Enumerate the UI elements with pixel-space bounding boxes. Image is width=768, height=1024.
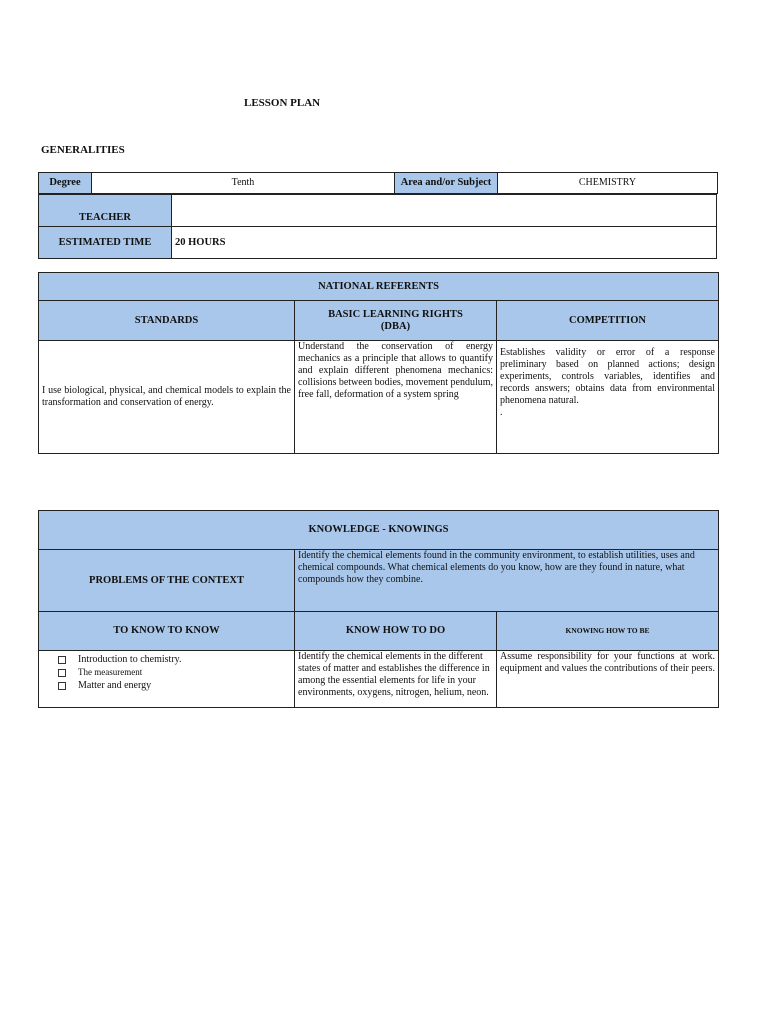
degree-label: Degree (39, 173, 92, 194)
teacher-table (38, 194, 717, 259)
teacher-value (172, 195, 717, 227)
page-title: LESSON PLAN (244, 97, 321, 109)
area-value: CHEMISTRY (498, 173, 718, 194)
competition-text: Establishes validity or error of a response preliminary based on planned actions; design experiments, controls variables, identifies and records answers; obtains data from environmental phenomena natural. (500, 347, 715, 406)
know-how-to-do-cell: Identify the chemical elements in the different states of matter and establishes the difference in among the essential elements for life in your environments, oxygens, nitrogen, helium, neon. (295, 651, 497, 708)
know-list (42, 653, 291, 692)
section-title-generalities: GENERALITIES (41, 144, 125, 156)
national-referents-header: NATIONAL REFERENTS (39, 273, 719, 301)
area-label: Area and/or Subject (395, 173, 498, 194)
standards-cell: I use biological, physical, and chemical models to explain the transformation and conservation of energy. (39, 341, 295, 454)
checkbox-bullet-icon (58, 656, 66, 664)
competition-header: COMPETITION (497, 301, 719, 341)
teacher-label: TEACHER (39, 195, 172, 227)
list-item: The measurement (58, 666, 291, 679)
dba-header-line1: BASIC LEARNING RIGHTS (328, 308, 463, 320)
problems-text: Identify the chemical elements found in the community environment, to establish utilities, uses and chemical compounds. What chemical elements do you know, how are they found in nature, what compounds how they combine. (295, 550, 719, 612)
competition-tail: . (500, 407, 503, 418)
knowledge-header: KNOWLEDGE - KNOWINGS (39, 511, 719, 550)
checkbox-bullet-icon (58, 669, 66, 677)
dba-header-line2: (DBA) (380, 320, 411, 332)
competition-cell (497, 341, 719, 454)
knowing-how-to-be-cell: Assume responsibility for your functions at work. equipment and values the contributions of their peers. (497, 651, 719, 708)
list-item: Introduction to chemistry. (58, 653, 291, 666)
degree-value: Tenth (92, 173, 395, 194)
estimated-time-label: ESTIMATED TIME (39, 227, 172, 259)
problems-label: PROBLEMS OF THE CONTEXT (39, 550, 295, 612)
knowledge-table (38, 510, 719, 708)
list-item: Matter and energy (58, 679, 291, 692)
dba-header (295, 301, 497, 341)
know-to-know-header: TO KNOW TO KNOW (39, 612, 295, 651)
checkbox-bullet-icon (58, 682, 66, 690)
knowing-how-to-be-header: KNOWING HOW TO BE (497, 612, 719, 651)
estimated-time-value: 20 HOURS (172, 227, 717, 259)
standards-header: STANDARDS (39, 301, 295, 341)
dba-cell: Understand the conservation of energy mechanics as a principle that allows to quantify and explain different phenomena mechanics: collisions between bodies, movement pendulum, free fall, deformation of a system spring (295, 341, 497, 454)
degree-table (38, 172, 718, 194)
national-referents-table (38, 272, 719, 454)
know-list-cell (39, 651, 295, 708)
know-how-to-do-header: KNOW HOW TO DO (295, 612, 497, 651)
